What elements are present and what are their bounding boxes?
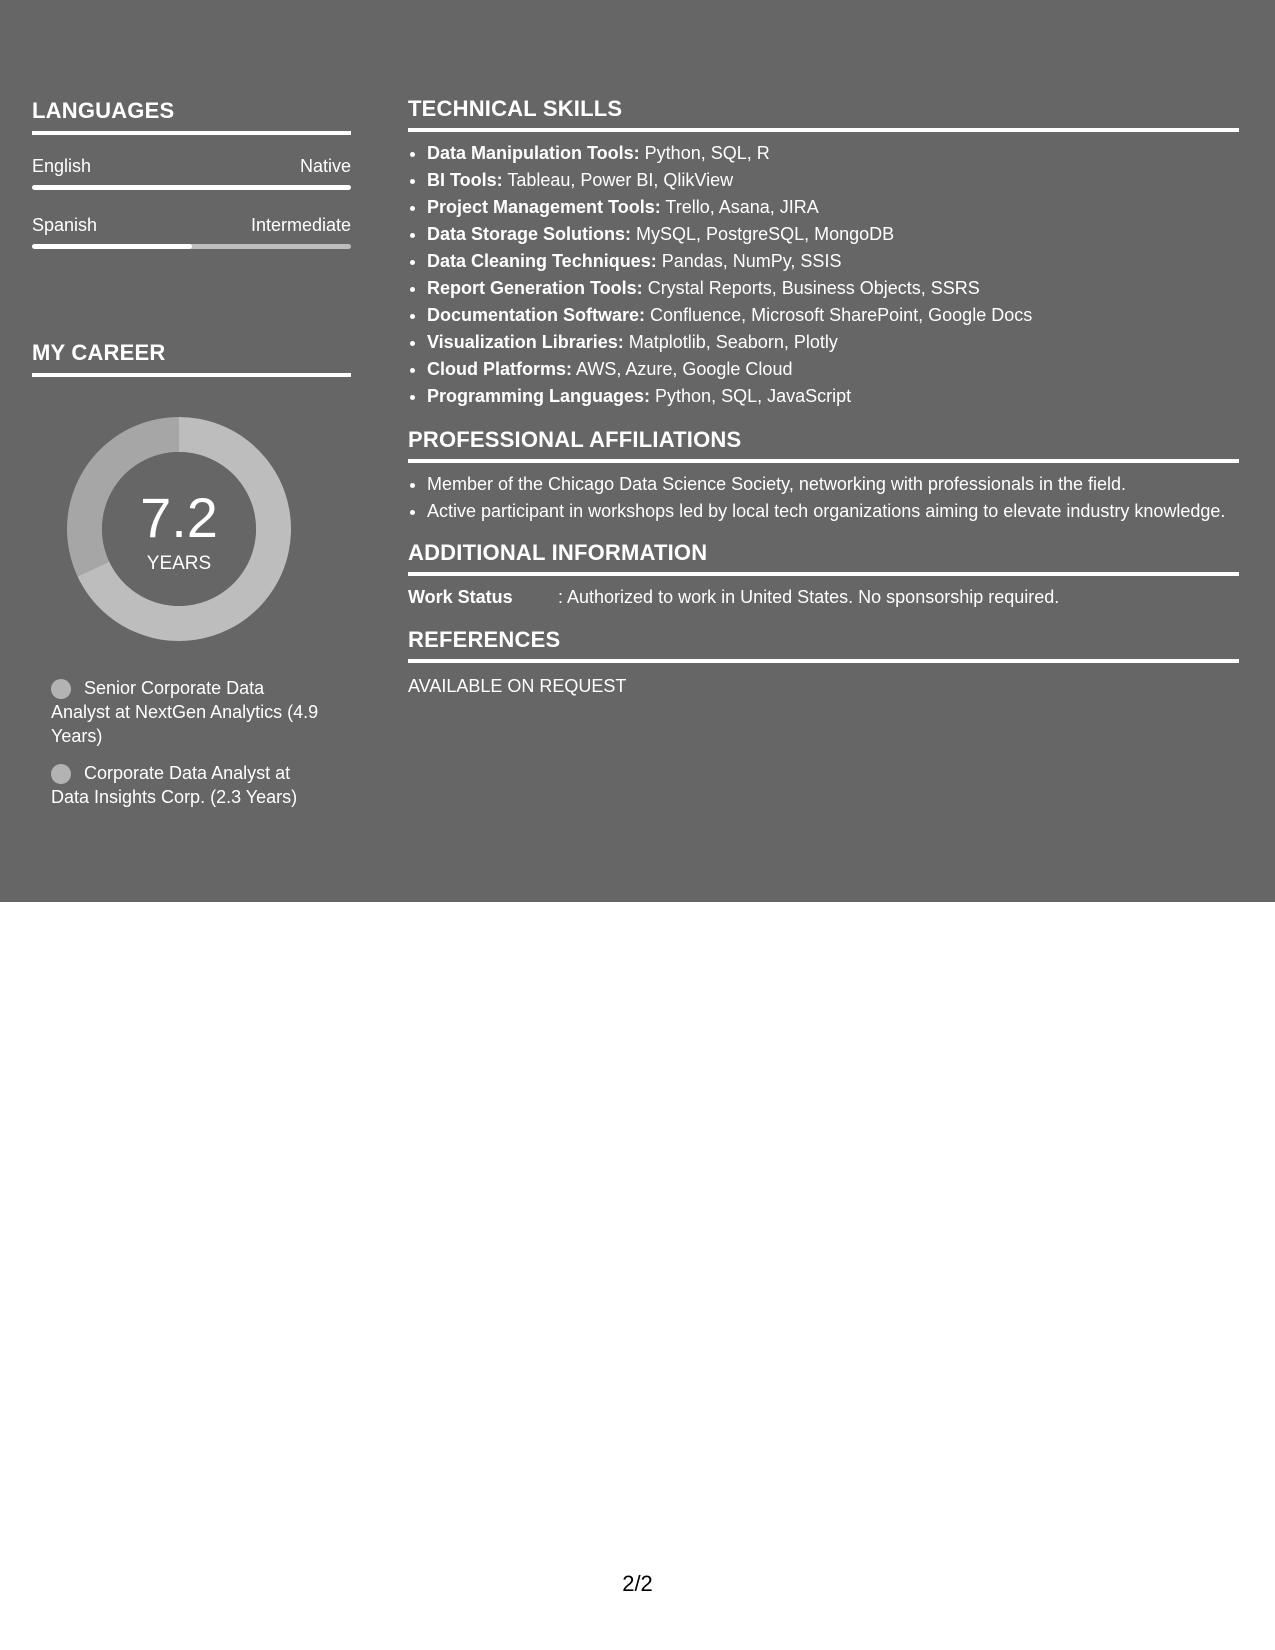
legend-dot-icon (51, 679, 71, 699)
language-level: Native (299, 156, 351, 176)
skill-label: Report Generation Tools: (427, 278, 643, 298)
language-proficiency-bar (32, 185, 351, 190)
career-legend-item (51, 761, 321, 809)
skill-item (427, 248, 1239, 275)
skill-item (427, 275, 1239, 302)
skill-item (427, 302, 1239, 329)
skill-value: Trello, Asana, JIRA (660, 197, 819, 217)
skill-label: Data Cleaning Techniques: (427, 251, 657, 271)
section-divider (408, 659, 1239, 663)
technical-skills-title: TECHNICAL SKILLS (408, 96, 623, 121)
skill-item (427, 140, 1239, 167)
career-donut-chart (66, 416, 292, 642)
skill-label: BI Tools: (427, 170, 503, 190)
additional-info-section (408, 537, 1239, 610)
legend-dot-icon (51, 764, 71, 784)
career-title: MY CAREER (32, 340, 166, 365)
career-legend-label: Corporate Data Analyst at Data Insights Corp. (2.3 Years) (51, 763, 298, 807)
skill-value: MySQL, PostgreSQL, MongoDB (631, 224, 895, 244)
references-section (408, 624, 1239, 699)
page-number: 2/2 (622, 1571, 653, 1596)
career-legend-item (51, 676, 321, 748)
skill-value: Python, SQL, JavaScript (650, 386, 852, 406)
donut-center (66, 416, 292, 642)
skill-item (427, 383, 1239, 410)
affiliation-item: • Member of the Chicago Data Science Society, networking with professionals in the field. (427, 472, 1239, 496)
career-section (32, 337, 351, 377)
section-divider (32, 373, 351, 377)
language-proficiency-bar (32, 244, 351, 249)
additional-info-title: ADDITIONAL INFORMATION (408, 540, 708, 565)
languages-section (32, 95, 351, 249)
main-column (408, 93, 1239, 699)
skill-value: Crystal Reports, Business Objects, SSRS (642, 278, 980, 298)
skill-label: Programming Languages: (427, 386, 651, 406)
affiliations-list (408, 472, 1239, 523)
skill-item (427, 221, 1239, 248)
language-level: Intermediate (250, 215, 351, 235)
skill-label: Data Manipulation Tools: (427, 143, 640, 163)
skill-label: Cloud Platforms: (427, 359, 573, 379)
skill-value: Python, SQL, R (639, 143, 770, 163)
language-item-spanish (32, 212, 351, 249)
technical-skills-list (408, 140, 1239, 410)
work-status-row (408, 584, 1239, 610)
career-legend (51, 676, 321, 809)
skill-item (427, 194, 1239, 221)
references-text: AVAILABLE ON REQUEST (408, 676, 627, 696)
skill-label: Documentation Software: (427, 305, 646, 325)
section-divider (408, 128, 1239, 132)
section-divider (32, 131, 351, 135)
skill-item (427, 167, 1239, 194)
language-name: English (32, 156, 92, 176)
section-divider (408, 572, 1239, 576)
skill-item (427, 356, 1239, 383)
affiliation-item: • Active participant in workshops led by local tech organizations aiming to elevate industry knowledge. (427, 499, 1239, 523)
section-divider (408, 459, 1239, 463)
languages-title: LANGUAGES (32, 98, 175, 123)
affiliations-title: PROFESSIONAL AFFILIATIONS (408, 427, 742, 452)
skill-value: Tableau, Power BI, QlikView (502, 170, 734, 190)
proficiency-fill (32, 185, 351, 190)
work-status-label: Work Status (408, 587, 513, 607)
skill-value: Pandas, NumPy, SSIS (656, 251, 842, 271)
skill-value: AWS, Azure, Google Cloud (572, 359, 793, 379)
technical-skills-section (408, 93, 1239, 410)
work-status-value: : Authorized to work in United States. No sponsorship required. (558, 587, 1060, 607)
skill-item (427, 329, 1239, 356)
language-item-english (32, 153, 351, 190)
proficiency-fill (32, 244, 192, 249)
skill-value: Matplotlib, Seaborn, Plotly (623, 332, 838, 352)
skill-label: Project Management Tools: (427, 197, 661, 217)
skill-value: Confluence, Microsoft SharePoint, Google Docs (645, 305, 1033, 325)
career-total-unit: YEARS (146, 553, 212, 574)
career-legend-label: Senior Corporate Data Analyst at NextGen Analytics (4.9 Years) (51, 678, 319, 746)
skill-label: Data Storage Solutions: (427, 224, 632, 244)
career-total-years: 7.2 (140, 486, 218, 549)
language-name: Spanish (32, 215, 98, 235)
affiliations-section (408, 424, 1239, 523)
skill-label: Visualization Libraries: (427, 332, 624, 352)
references-title: REFERENCES (408, 627, 561, 652)
